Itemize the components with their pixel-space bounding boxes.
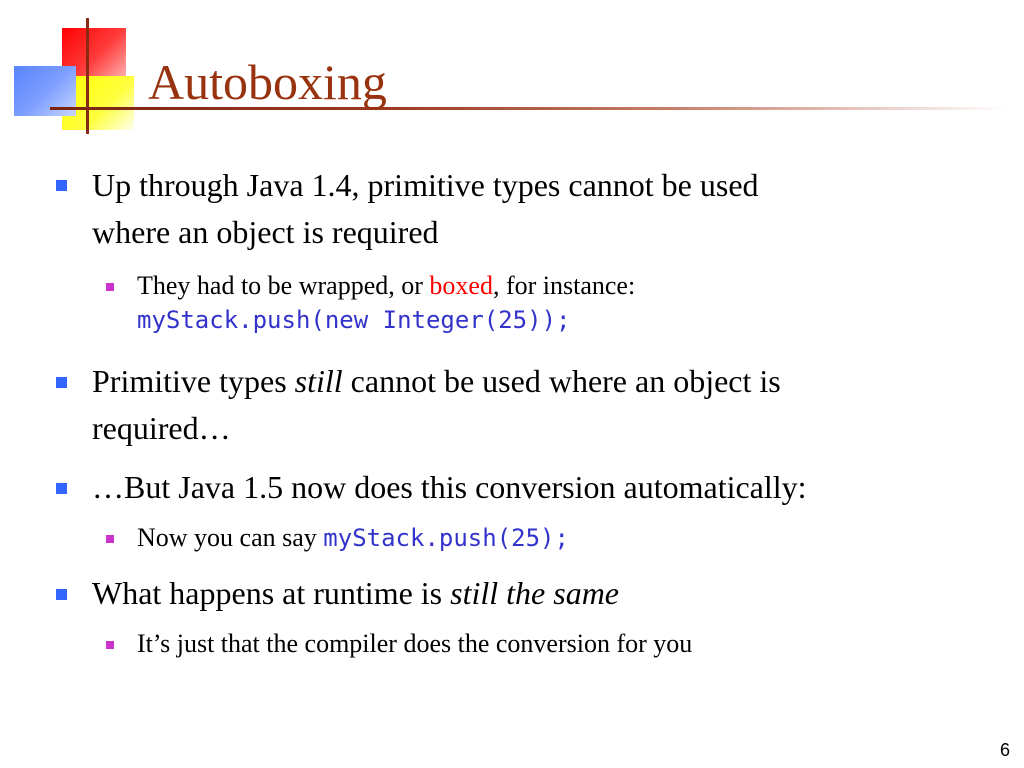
bullet-4-italic: still the same (450, 575, 619, 611)
bullet-square-icon (56, 589, 67, 600)
code-snippet-boxing: myStack.push(new Integer(25)); (137, 306, 571, 334)
bullet-square-icon (56, 180, 67, 191)
bullet-4-pre: What happens at runtime is (92, 575, 451, 611)
code-snippet-autobox: myStack.push(25); (323, 524, 569, 552)
sub-bullet-1-post: , for instance: (492, 271, 636, 300)
bullet-square-icon (56, 377, 67, 388)
sub-bullet-square-icon (106, 535, 114, 543)
bullet-2-pre: Primitive types (92, 363, 295, 399)
bullet-2-post: cannot be used where an object is (342, 363, 781, 399)
sub-bullet-4-text: It’s just that the compiler does the conversion for you (137, 629, 693, 658)
slide-title: Autoboxing (148, 54, 387, 110)
sub-bullet-1-pre: They had to be wrapped, or (137, 271, 430, 300)
bullet-2-italic: still (294, 363, 343, 399)
sub-bullet-square-icon (106, 283, 114, 291)
sub-bullet-square-icon (106, 641, 114, 649)
bullet-2-line2: required… (92, 410, 231, 446)
bullet-1-line1: Up through Java 1.4, primitive types cannot be used (92, 167, 759, 203)
sub-bullet-1-text (137, 269, 997, 337)
page-number: 6 (999, 740, 1010, 760)
sub-bullet-3-pre: Now you can say (137, 523, 324, 552)
sub-bullet-3-text (137, 521, 997, 555)
bullet-1-text (92, 162, 992, 256)
bullet-4-text (92, 570, 992, 617)
bullet-3-text: …But Java 1.5 now does this conversion automatically: (92, 469, 807, 505)
bullet-1-line2: where an object is required (92, 214, 439, 250)
bullet-2-text (92, 358, 992, 452)
boxed-highlight: boxed (429, 271, 493, 300)
bullet-square-icon (56, 483, 67, 494)
